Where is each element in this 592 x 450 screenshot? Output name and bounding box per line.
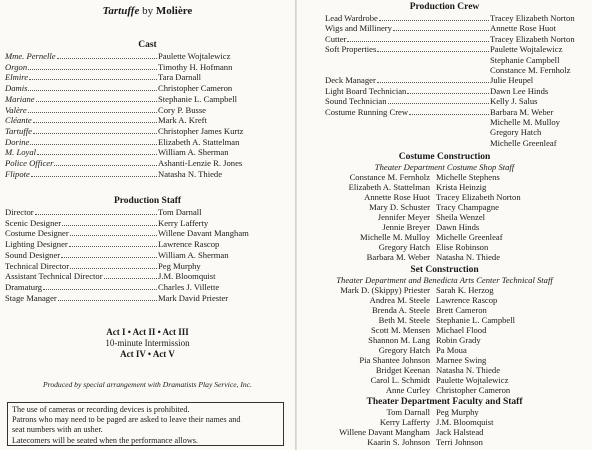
leader-dots	[29, 72, 157, 80]
person-name: Julie Heupel	[490, 75, 534, 86]
role-label: M. Loyal	[5, 147, 37, 158]
person-name: Cory P. Busse	[158, 104, 206, 115]
notice-line: Patrons who may need to be paged are asked to leave their names and	[12, 415, 241, 425]
name-pair-row	[297, 192, 576, 202]
person-name: Tom Darnall	[386, 407, 430, 417]
person-name: Brett Cameron	[436, 305, 487, 315]
role-label: Mme. Pernelle	[5, 51, 56, 61]
crew-row	[325, 107, 589, 117]
leader-dots	[393, 23, 489, 31]
person-name: Bridget Keenan	[375, 365, 430, 375]
person-name: Terri Johnson	[436, 437, 483, 447]
person-name: Mark A. Kreft	[158, 115, 207, 126]
person-name: Robin Grady	[436, 335, 481, 345]
name-pair-row	[297, 305, 576, 315]
crew-row	[325, 44, 589, 54]
person-name: Mark David Priester	[158, 292, 229, 303]
set-construction-heading: Set Construction	[410, 265, 479, 275]
cast-row	[5, 147, 290, 157]
person-name: Michelle M. Mulloy	[360, 232, 430, 242]
leader-dots	[28, 105, 157, 113]
leader-dots	[407, 86, 489, 94]
cast-row	[5, 94, 290, 104]
notice-line: The use of cameras or recording devices is prohibited.	[12, 405, 190, 414]
person-name: Annette Rose Huot	[364, 192, 430, 202]
play-title: Tartuffe	[102, 5, 140, 17]
notice-line: Latecomers will be seated when the performance allows.	[12, 435, 198, 445]
person-name: Paulette Wojtalewicz	[158, 51, 231, 61]
person-name: Peg Murphy	[158, 260, 201, 271]
role-label: Damis	[5, 83, 28, 94]
leader-dots	[347, 34, 489, 42]
name-pair-row	[297, 437, 576, 447]
cast-row	[5, 126, 290, 136]
costume-construction-subhead: Theater Department Costume Shop Staff	[374, 162, 515, 172]
name-pair-row	[297, 232, 576, 242]
leader-dots	[36, 94, 157, 102]
crew-row	[325, 55, 589, 65]
name-pair-row	[297, 212, 576, 222]
role-label: Dorine	[5, 136, 30, 147]
cast-row	[5, 72, 290, 82]
leader-dots	[37, 147, 157, 155]
person-name: Barbara M. Weber	[366, 252, 430, 262]
role-label: Elmire	[5, 72, 29, 83]
person-name: Kerry Lafferty	[379, 417, 430, 427]
crew-row	[325, 138, 589, 148]
cast-row	[5, 83, 290, 93]
person-name: Christopher Cameron	[436, 385, 511, 395]
cast-row	[5, 158, 290, 168]
person-name: Paulette Wojtalewicz	[436, 375, 509, 385]
left-page	[0, 0, 295, 450]
role-label: Technical Director	[5, 260, 70, 271]
leader-dots	[43, 282, 157, 290]
intermission-line: 10-minute Intermission	[105, 338, 190, 348]
person-name: Shannon M. Lang	[368, 335, 430, 345]
role-label: Stage Manager	[5, 292, 57, 303]
person-name: Beth M. Steele	[378, 315, 430, 325]
cast-row	[5, 105, 290, 115]
person-name: Krista Heinzig	[436, 182, 487, 192]
role-label: Cléante	[5, 115, 32, 126]
person-name: Scott M. Mensen	[371, 325, 430, 335]
person-name: Elizabeth A. Stattelman	[158, 136, 240, 147]
person-name: J.M. Bloomquist	[436, 417, 494, 427]
role-label: Flipote	[5, 168, 30, 179]
role-label: Mariane	[5, 93, 35, 104]
person-name: Carol L. Schmidt	[370, 375, 430, 385]
name-pair-row	[297, 242, 576, 252]
crew-row	[325, 127, 589, 137]
person-name: Natasha N. Thiede	[436, 252, 501, 262]
cast-heading: Cast	[138, 40, 157, 50]
costume-construction-list	[297, 172, 576, 262]
person-name: Willene Davant Mangham	[339, 427, 430, 437]
cast-row	[5, 115, 290, 125]
person-name: Kelly J. Salus	[490, 96, 538, 107]
staff-row	[5, 218, 290, 228]
role-label: Assistant Technical Director	[5, 271, 103, 282]
name-pair-row	[297, 375, 576, 385]
person-name: Mark D. (Skippy) Priester	[340, 285, 430, 295]
staff-row	[5, 207, 290, 217]
role-label: Police Officer	[5, 158, 54, 168]
leader-dots	[28, 62, 157, 70]
leader-dots	[30, 137, 157, 145]
name-pair-row	[297, 222, 576, 232]
person-name: Ashanti-Lenzie R. Jones	[158, 158, 243, 168]
cast-row	[5, 137, 290, 147]
person-name: Willene Davant Mangham	[158, 228, 249, 239]
name-pair-row	[297, 417, 576, 427]
leader-dots	[54, 158, 157, 166]
acts-line-2: Act IV • Act V	[120, 349, 175, 359]
faculty-staff-list	[297, 407, 576, 447]
crew-row	[325, 96, 589, 106]
house-notice-box	[7, 402, 284, 446]
set-construction-subhead: Theater Department and Benedicta Arts Center Technical Staff	[336, 275, 553, 285]
crew-row	[325, 86, 589, 96]
staff-row	[5, 250, 290, 260]
person-name: Lawrence Rascop	[158, 239, 220, 250]
leader-dots	[70, 228, 157, 236]
name-pair-row	[297, 285, 576, 295]
leader-dots	[31, 169, 157, 177]
faculty-staff-heading: Theater Department Faculty and Staff	[366, 397, 523, 407]
person-name: Michelle Greenleaf	[436, 232, 503, 242]
leader-dots	[33, 115, 157, 123]
leader-dots	[33, 126, 157, 134]
person-name: Lawrence Rascop	[436, 295, 498, 305]
role-label: Costume Running Crew	[325, 106, 409, 117]
person-name: Brenda A. Steele	[372, 305, 430, 315]
production-crew-heading: Production Crew	[409, 2, 480, 12]
person-name: Anne Curley	[385, 385, 430, 395]
leader-dots	[409, 107, 489, 115]
role-label: Wigs and Millinery	[325, 23, 392, 34]
person-name: J.M. Bloomquist	[158, 271, 216, 282]
leader-dots	[61, 250, 157, 258]
role-label: Tartuffe	[5, 125, 32, 136]
set-construction-list	[297, 285, 576, 395]
name-pair-row	[297, 315, 576, 325]
role-label: Dramaturg	[5, 281, 43, 292]
acts-line-1: Act I • Act II • Act III	[106, 327, 189, 337]
name-pair-row	[297, 335, 576, 345]
person-name: Tom Darnall	[158, 207, 202, 217]
person-name: William A. Sherman	[158, 147, 229, 158]
leader-dots	[69, 239, 157, 247]
leader-dots	[377, 75, 489, 83]
person-name: Tara Darnall	[158, 72, 202, 83]
person-name: Stephanie L. Campbell	[158, 93, 237, 104]
person-name: Charles J. Villette	[158, 281, 220, 292]
leader-dots	[57, 51, 157, 59]
person-name: Tracey Elizabeth Norton	[490, 13, 575, 23]
right-page	[297, 0, 592, 450]
costume-construction-heading: Costume Construction	[398, 152, 491, 162]
person-name: Marnee Swing	[436, 355, 487, 365]
person-name: Barbara M. Weber	[490, 106, 554, 117]
leader-dots	[28, 83, 157, 91]
cast-row	[5, 62, 290, 72]
crew-row	[325, 13, 589, 23]
cast-row	[5, 169, 290, 179]
role-label: Costume Designer	[5, 228, 69, 239]
person-name: Dawn Lee Hinds	[490, 85, 549, 96]
person-name: William A. Sherman	[158, 249, 229, 260]
name-pair-row	[297, 407, 576, 417]
production-staff-heading: Production Staff	[113, 196, 182, 206]
name-pair-row	[297, 365, 576, 375]
person-name: Jennifer Meyer	[377, 212, 430, 222]
person-name: Mary D. Schuster	[369, 202, 430, 212]
leader-dots	[62, 218, 157, 226]
crew-row	[325, 75, 589, 85]
person-name: Sheila Wenzel	[436, 212, 486, 222]
leader-dots	[104, 271, 157, 279]
cast-row	[5, 51, 290, 61]
crew-row	[325, 117, 589, 127]
staff-row	[5, 271, 290, 281]
staff-row	[5, 282, 290, 292]
name-pair-row	[297, 172, 576, 182]
name-pair-row	[297, 295, 576, 305]
person-name: Elizabeth A. Stattelman	[348, 182, 430, 192]
person-name: Elise Robinson	[436, 242, 489, 252]
person-name: Stephanie Campbell	[490, 54, 560, 65]
leader-dots	[379, 13, 489, 21]
person-name: Paulette Wojtalewicz	[490, 44, 563, 55]
person-name: Gregory Hatch	[378, 242, 430, 252]
person-name: Michelle M. Mulloy	[490, 117, 560, 127]
role-label: Cutter	[325, 33, 347, 44]
person-name: Tracy Champagne	[436, 202, 499, 212]
person-name: Natasha N. Thiede	[436, 365, 501, 375]
name-pair-row	[297, 385, 576, 395]
name-pair-row	[297, 345, 576, 355]
role-label: Valère	[5, 104, 27, 115]
person-name: Constance M. Fernholz	[349, 172, 430, 182]
role-label: Light Board Technician	[325, 85, 407, 96]
person-name: Michelle Stephens	[436, 172, 500, 182]
person-name: Timothy H. Hofmann	[158, 61, 233, 72]
role-label: Sound Designer	[5, 249, 61, 260]
crew-row	[325, 23, 589, 33]
person-name: Annette Rose Huot	[490, 23, 556, 34]
person-name: Christopher Cameron	[158, 83, 233, 94]
staff-row	[5, 239, 290, 249]
person-name: Gregory Hatch	[490, 127, 542, 138]
person-name: Stephanie L. Campbell	[436, 315, 515, 325]
leader-dots	[388, 96, 489, 104]
person-name: Tracey Elizabeth Norton	[436, 192, 521, 202]
name-pair-row	[297, 182, 576, 192]
role-label: Lighting Designer	[5, 239, 68, 250]
role-label: Scenic Designer	[5, 217, 62, 228]
person-name: Jennie Breyer	[382, 222, 430, 232]
name-pair-row	[297, 325, 576, 335]
person-name: Michael Flood	[436, 325, 487, 335]
author-name: Molière	[155, 5, 193, 17]
name-pair-row	[297, 427, 576, 437]
person-name: Kaarin S. Johnson	[367, 437, 430, 447]
person-name: Peg Murphy	[436, 407, 479, 417]
leader-dots	[35, 207, 157, 215]
staff-row	[5, 293, 290, 303]
role-label: Lead Wardrobe	[325, 13, 378, 23]
person-name: Pa Moua	[436, 345, 467, 355]
role-label: Deck Manager	[325, 75, 376, 86]
name-pair-row	[297, 355, 576, 365]
leader-dots	[377, 44, 489, 52]
notice-line: seat numbers with an usher.	[12, 425, 103, 435]
person-name: Pia Shantee Johnson	[359, 355, 430, 365]
person-name: Natasha N. Thiede	[158, 168, 223, 179]
role-label: Soft Properties	[325, 44, 377, 55]
person-name: Tracey Elizabeth Norton	[490, 33, 575, 44]
name-pair-row	[297, 252, 576, 262]
person-name: Michelle Greenleaf	[490, 137, 557, 148]
staff-row	[5, 261, 290, 271]
person-name: Kerry Lafferty	[158, 217, 209, 228]
person-name: Christopher James Kurtz	[158, 125, 244, 136]
person-name: Gregory Hatch	[378, 345, 430, 355]
title-by: by	[142, 5, 154, 17]
person-name: Constance M. Fernholz	[490, 65, 571, 75]
person-name: Andrea M. Steele	[369, 295, 430, 305]
leader-dots	[58, 293, 157, 301]
person-name: Dawn Hinds	[436, 222, 480, 232]
crew-row	[325, 34, 589, 44]
program-title	[0, 5, 295, 17]
person-name: Jack Halstead	[436, 427, 484, 437]
role-label: Director	[5, 207, 34, 217]
role-label: Orgon	[5, 61, 28, 72]
person-name: Sarah K. Herzog	[436, 285, 494, 295]
staff-row	[5, 228, 290, 238]
arrangement-credit: Produced by special arrangement with Dramatists Play Service, Inc.	[43, 380, 252, 389]
leader-dots	[70, 261, 157, 269]
name-pair-row	[297, 202, 576, 212]
role-label: Sound Technician	[325, 96, 387, 107]
crew-row	[325, 65, 589, 75]
